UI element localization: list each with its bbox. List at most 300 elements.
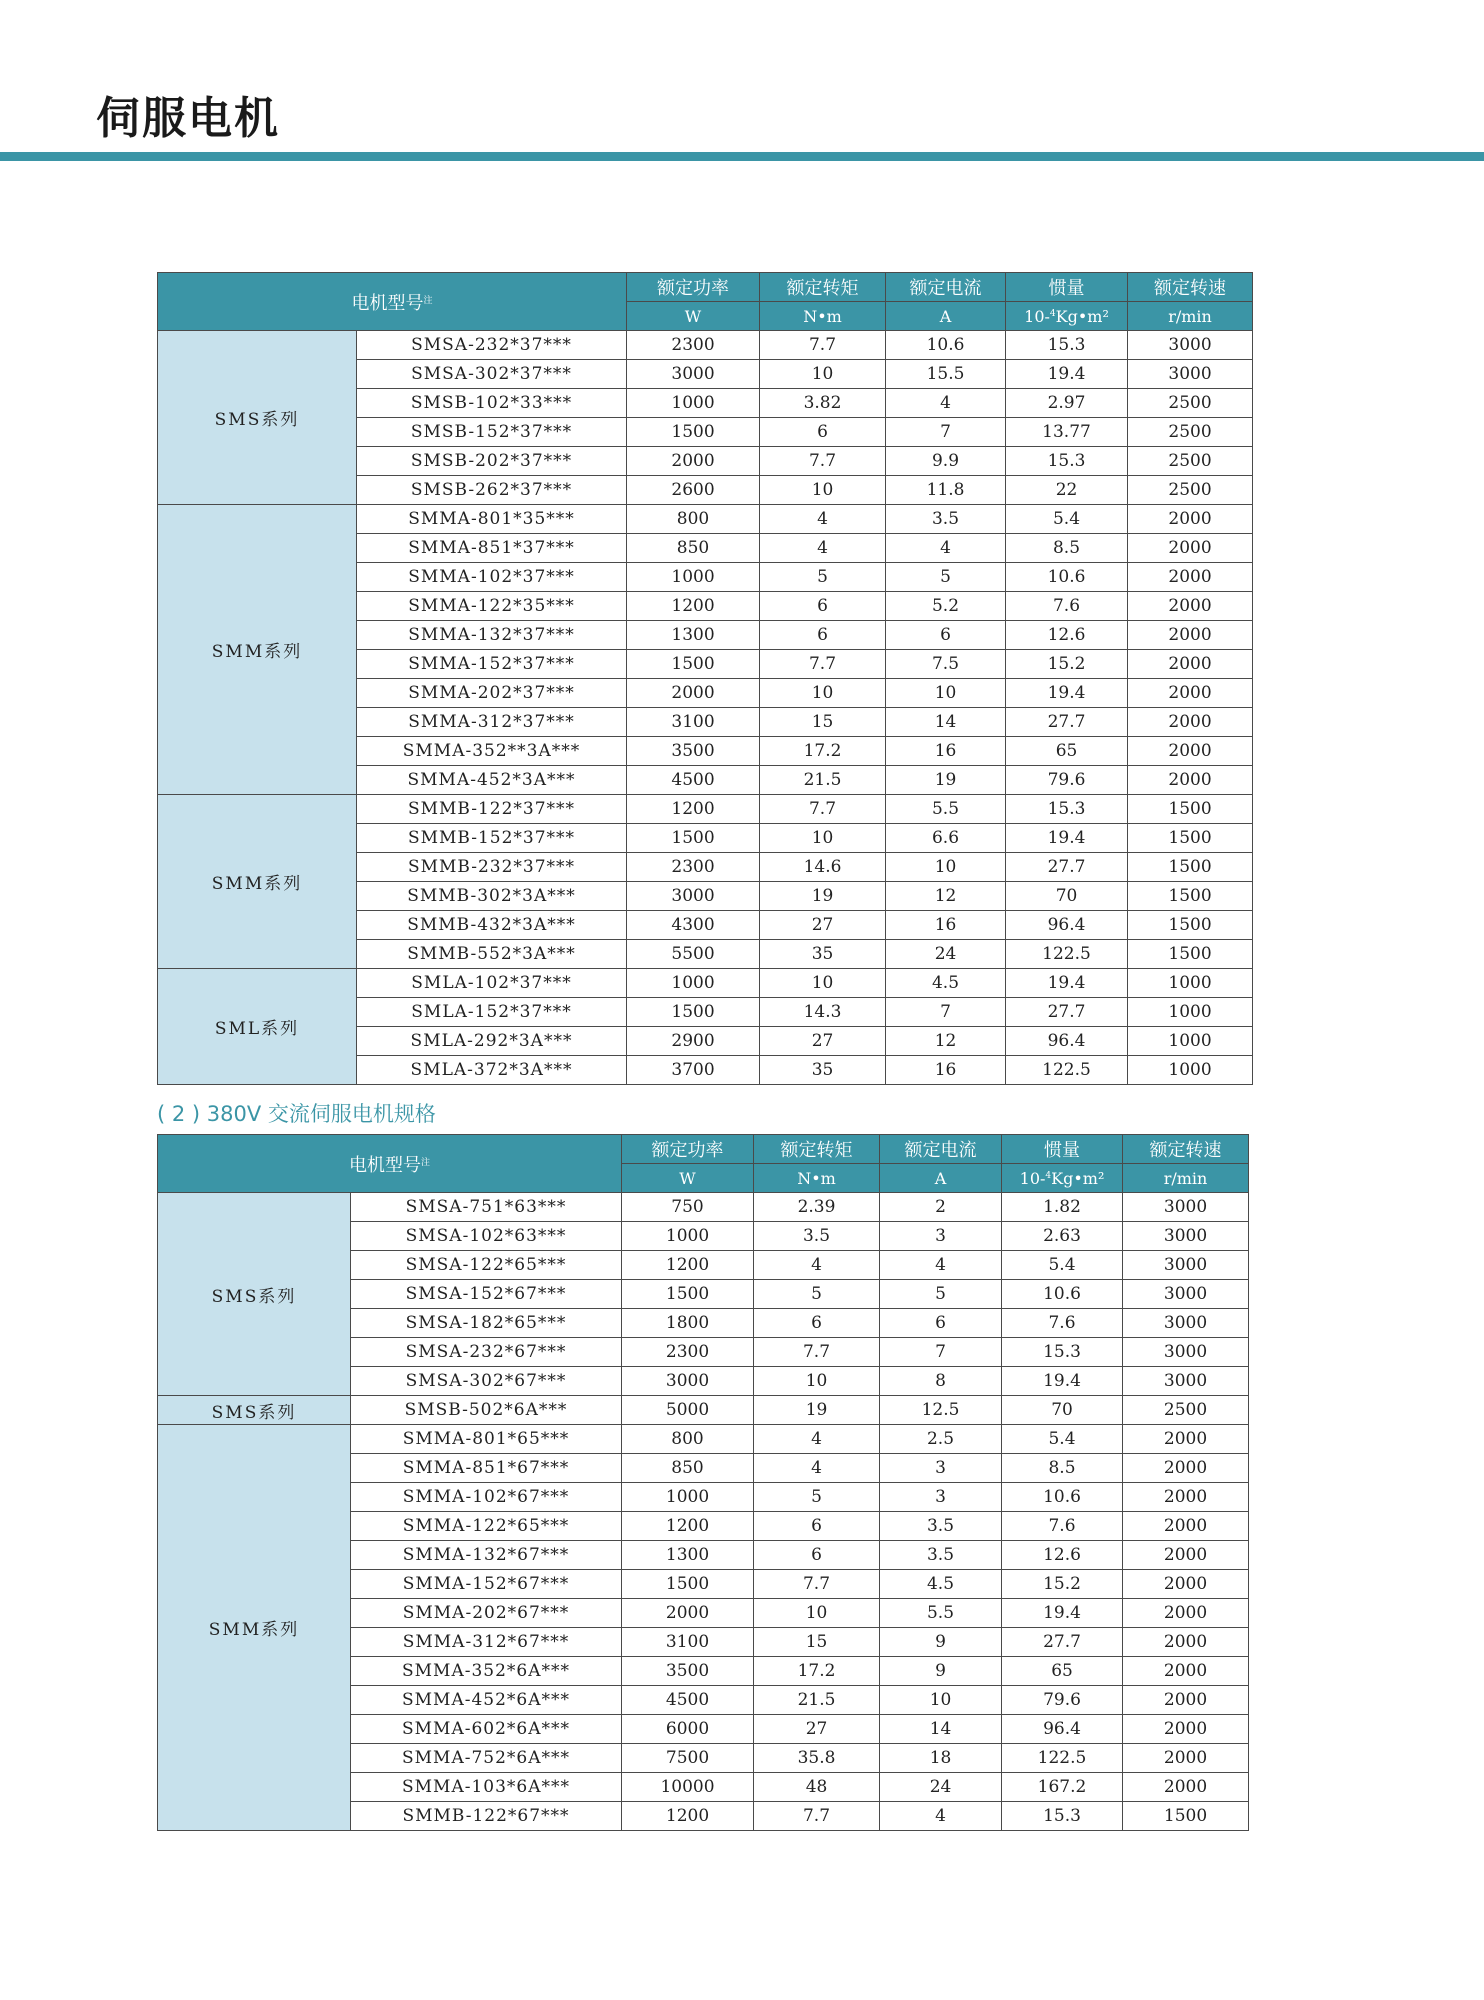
inertia-cell: 8.5 bbox=[1002, 1454, 1123, 1483]
current-cell: 16 bbox=[886, 911, 1006, 940]
current-cell: 4 bbox=[886, 534, 1006, 563]
power-cell: 1500 bbox=[622, 1570, 754, 1599]
torque-cell: 10 bbox=[754, 1599, 880, 1628]
power-cell: 7500 bbox=[622, 1744, 754, 1773]
current-cell: 10 bbox=[886, 679, 1006, 708]
current-cell: 7 bbox=[886, 998, 1006, 1027]
speed-cell: 3000 bbox=[1123, 1338, 1249, 1367]
current-cell: 4.5 bbox=[880, 1570, 1002, 1599]
torque-cell: 2.39 bbox=[754, 1193, 880, 1222]
current-cell: 7 bbox=[886, 418, 1006, 447]
speed-cell: 2000 bbox=[1128, 679, 1253, 708]
power-cell: 1500 bbox=[627, 418, 760, 447]
speed-cell: 3000 bbox=[1128, 360, 1253, 389]
table-row bbox=[158, 795, 1253, 824]
speed-cell: 1500 bbox=[1128, 824, 1253, 853]
speed-cell: 2500 bbox=[1128, 447, 1253, 476]
inertia-cell: 2.63 bbox=[1002, 1222, 1123, 1251]
inertia-cell: 15.3 bbox=[1006, 331, 1128, 360]
inertia-cell: 65 bbox=[1006, 737, 1128, 766]
power-cell: 5500 bbox=[627, 940, 760, 969]
inertia-cell: 27.7 bbox=[1006, 998, 1128, 1027]
unit-current: A bbox=[886, 302, 1006, 331]
current-cell: 18 bbox=[880, 1744, 1002, 1773]
model-cell: SMSA-232*67*** bbox=[351, 1338, 622, 1367]
speed-cell: 2000 bbox=[1128, 592, 1253, 621]
power-cell: 3100 bbox=[622, 1628, 754, 1657]
speed-cell: 2000 bbox=[1128, 505, 1253, 534]
power-cell: 2900 bbox=[627, 1027, 760, 1056]
speed-cell: 3000 bbox=[1123, 1367, 1249, 1396]
power-cell: 3100 bbox=[627, 708, 760, 737]
inertia-cell: 1.82 bbox=[1002, 1193, 1123, 1222]
power-cell: 1000 bbox=[627, 563, 760, 592]
current-cell: 12.5 bbox=[880, 1396, 1002, 1425]
model-cell: SMMA-122*35*** bbox=[357, 592, 627, 621]
model-cell: SMMA-102*67*** bbox=[351, 1483, 622, 1512]
speed-cell: 2000 bbox=[1123, 1425, 1249, 1454]
current-cell: 2.5 bbox=[880, 1425, 1002, 1454]
torque-cell: 6 bbox=[754, 1512, 880, 1541]
speed-cell: 2000 bbox=[1123, 1628, 1249, 1657]
speed-cell: 2000 bbox=[1123, 1657, 1249, 1686]
power-cell: 1800 bbox=[622, 1309, 754, 1338]
torque-cell: 5 bbox=[754, 1280, 880, 1309]
model-cell: SMSA-122*65*** bbox=[351, 1251, 622, 1280]
unit-speed: r/min bbox=[1128, 302, 1253, 331]
model-cell: SMMB-432*3A*** bbox=[357, 911, 627, 940]
inertia-cell: 122.5 bbox=[1006, 940, 1128, 969]
power-cell: 5000 bbox=[622, 1396, 754, 1425]
torque-cell: 17.2 bbox=[754, 1657, 880, 1686]
model-cell: SMLA-372*3A*** bbox=[357, 1056, 627, 1085]
series-label: SMM系列 bbox=[158, 1425, 351, 1831]
table-row bbox=[158, 1396, 1249, 1425]
power-cell: 1200 bbox=[627, 592, 760, 621]
inertia-cell: 27.7 bbox=[1006, 708, 1128, 737]
model-note: 注 bbox=[421, 1157, 431, 1168]
header-power: 额定功率 bbox=[622, 1135, 754, 1164]
speed-cell: 2000 bbox=[1123, 1715, 1249, 1744]
speed-cell: 1500 bbox=[1128, 940, 1253, 969]
header-speed: 额定转速 bbox=[1123, 1135, 1249, 1164]
current-cell: 11.8 bbox=[886, 476, 1006, 505]
table-row bbox=[158, 505, 1253, 534]
model-cell: SMLA-292*3A*** bbox=[357, 1027, 627, 1056]
inertia-cell: 27.7 bbox=[1006, 853, 1128, 882]
torque-cell: 6 bbox=[760, 592, 886, 621]
model-cell: SMMA-102*37*** bbox=[357, 563, 627, 592]
header-current: 额定电流 bbox=[886, 273, 1006, 302]
torque-cell: 4 bbox=[754, 1454, 880, 1483]
speed-cell: 2000 bbox=[1123, 1454, 1249, 1483]
model-cell: SMMB-122*37*** bbox=[357, 795, 627, 824]
model-cell: SMMA-103*6A*** bbox=[351, 1773, 622, 1802]
model-cell: SMMA-152*37*** bbox=[357, 650, 627, 679]
power-cell: 3000 bbox=[627, 360, 760, 389]
current-cell: 6 bbox=[886, 621, 1006, 650]
power-cell: 1000 bbox=[627, 389, 760, 418]
model-cell: SMSB-102*33*** bbox=[357, 389, 627, 418]
model-cell: SMSA-751*63*** bbox=[351, 1193, 622, 1222]
model-cell: SMMA-312*37*** bbox=[357, 708, 627, 737]
power-cell: 1000 bbox=[627, 969, 760, 998]
inertia-cell: 79.6 bbox=[1002, 1686, 1123, 1715]
speed-cell: 2000 bbox=[1123, 1686, 1249, 1715]
torque-cell: 10 bbox=[760, 824, 886, 853]
model-cell: SMMB-302*3A*** bbox=[357, 882, 627, 911]
inertia-cell: 15.3 bbox=[1006, 447, 1128, 476]
current-cell: 14 bbox=[880, 1715, 1002, 1744]
power-cell: 2000 bbox=[627, 679, 760, 708]
model-cell: SMSA-302*37*** bbox=[357, 360, 627, 389]
power-cell: 1300 bbox=[627, 621, 760, 650]
model-cell: SMMA-851*67*** bbox=[351, 1454, 622, 1483]
model-cell: SMMB-122*67*** bbox=[351, 1802, 622, 1831]
torque-cell: 19 bbox=[754, 1396, 880, 1425]
inertia-cell: 8.5 bbox=[1006, 534, 1128, 563]
current-cell: 3.5 bbox=[886, 505, 1006, 534]
current-cell: 5.5 bbox=[886, 795, 1006, 824]
speed-cell: 2000 bbox=[1123, 1541, 1249, 1570]
series-label: SMM系列 bbox=[158, 795, 357, 969]
current-cell: 4.5 bbox=[886, 969, 1006, 998]
torque-cell: 7.7 bbox=[760, 795, 886, 824]
torque-cell: 5 bbox=[754, 1483, 880, 1512]
torque-cell: 35 bbox=[760, 940, 886, 969]
torque-cell: 10 bbox=[760, 476, 886, 505]
power-cell: 3000 bbox=[622, 1367, 754, 1396]
power-cell: 3700 bbox=[627, 1056, 760, 1085]
speed-cell: 1500 bbox=[1128, 882, 1253, 911]
model-cell: SMMA-202*67*** bbox=[351, 1599, 622, 1628]
power-cell: 4500 bbox=[622, 1686, 754, 1715]
speed-cell: 2500 bbox=[1128, 418, 1253, 447]
speed-cell: 2000 bbox=[1123, 1744, 1249, 1773]
speed-cell: 2500 bbox=[1128, 389, 1253, 418]
speed-cell: 1500 bbox=[1128, 853, 1253, 882]
model-cell: SMMA-352**3A*** bbox=[357, 737, 627, 766]
page-title: 伺服电机 bbox=[96, 93, 280, 144]
table-row bbox=[158, 1425, 1249, 1454]
power-cell: 1300 bbox=[622, 1541, 754, 1570]
power-cell: 1000 bbox=[622, 1222, 754, 1251]
current-cell: 12 bbox=[886, 882, 1006, 911]
header-torque: 额定转矩 bbox=[760, 273, 886, 302]
speed-cell: 1500 bbox=[1128, 911, 1253, 940]
inertia-cell: 2.97 bbox=[1006, 389, 1128, 418]
current-cell: 4 bbox=[886, 389, 1006, 418]
unit-inertia: 10-$^4$Kg•m² bbox=[1006, 302, 1128, 331]
speed-cell: 1000 bbox=[1128, 969, 1253, 998]
power-cell: 850 bbox=[627, 534, 760, 563]
power-cell: 1200 bbox=[622, 1251, 754, 1280]
current-cell: 3.5 bbox=[880, 1541, 1002, 1570]
model-cell: SMMA-452*3A*** bbox=[357, 766, 627, 795]
inertia-cell: 5.4 bbox=[1002, 1425, 1123, 1454]
torque-cell: 7.7 bbox=[754, 1802, 880, 1831]
inertia-cell: 15.3 bbox=[1002, 1802, 1123, 1831]
power-cell: 1500 bbox=[622, 1280, 754, 1309]
power-cell: 6000 bbox=[622, 1715, 754, 1744]
torque-cell: 3.5 bbox=[754, 1222, 880, 1251]
current-cell: 3 bbox=[880, 1454, 1002, 1483]
power-cell: 3500 bbox=[627, 737, 760, 766]
current-cell: 7 bbox=[880, 1338, 1002, 1367]
inertia-cell: 19.4 bbox=[1006, 360, 1128, 389]
unit-current: A bbox=[880, 1164, 1002, 1193]
torque-cell: 14.6 bbox=[760, 853, 886, 882]
spec-table-220v bbox=[157, 272, 1253, 1085]
power-cell: 1500 bbox=[627, 998, 760, 1027]
header-inertia: 惯量 bbox=[1006, 273, 1128, 302]
current-cell: 10 bbox=[886, 853, 1006, 882]
torque-cell: 15 bbox=[754, 1628, 880, 1657]
speed-cell: 3000 bbox=[1128, 331, 1253, 360]
speed-cell: 2000 bbox=[1128, 534, 1253, 563]
current-cell: 4 bbox=[880, 1802, 1002, 1831]
power-cell: 4300 bbox=[627, 911, 760, 940]
torque-cell: 17.2 bbox=[760, 737, 886, 766]
current-cell: 24 bbox=[886, 940, 1006, 969]
inertia-cell: 7.6 bbox=[1006, 592, 1128, 621]
table-row bbox=[158, 969, 1253, 998]
inertia-cell: 13.77 bbox=[1006, 418, 1128, 447]
torque-cell: 7.7 bbox=[760, 331, 886, 360]
power-cell: 800 bbox=[622, 1425, 754, 1454]
torque-cell: 3.82 bbox=[760, 389, 886, 418]
power-cell: 2600 bbox=[627, 476, 760, 505]
model-cell: SMSA-232*37*** bbox=[357, 331, 627, 360]
speed-cell: 2000 bbox=[1128, 563, 1253, 592]
torque-cell: 15 bbox=[760, 708, 886, 737]
header-speed: 额定转速 bbox=[1128, 273, 1253, 302]
unit-inertia: 10-$^4$Kg•m² bbox=[1002, 1164, 1123, 1193]
inertia-cell: 96.4 bbox=[1006, 911, 1128, 940]
inertia-cell: 19.4 bbox=[1006, 679, 1128, 708]
inertia-cell: 70 bbox=[1006, 882, 1128, 911]
current-cell: 5.5 bbox=[880, 1599, 1002, 1628]
inertia-cell: 10.6 bbox=[1002, 1280, 1123, 1309]
power-cell: 2300 bbox=[627, 331, 760, 360]
inertia-cell: 15.3 bbox=[1006, 795, 1128, 824]
current-cell: 9.9 bbox=[886, 447, 1006, 476]
section-heading-380v: ( 2 ) 380V 交流伺服电机规格 bbox=[157, 1102, 436, 1126]
model-cell: SMMA-851*37*** bbox=[357, 534, 627, 563]
current-cell: 15.5 bbox=[886, 360, 1006, 389]
torque-cell: 21.5 bbox=[760, 766, 886, 795]
inertia-cell: 12.6 bbox=[1006, 621, 1128, 650]
series-label: SMM系列 bbox=[158, 505, 357, 795]
power-cell: 2000 bbox=[627, 447, 760, 476]
unit-power: W bbox=[627, 302, 760, 331]
torque-cell: 21.5 bbox=[754, 1686, 880, 1715]
model-cell: SMMA-132*37*** bbox=[357, 621, 627, 650]
current-cell: 14 bbox=[886, 708, 1006, 737]
model-cell: SMMA-801*65*** bbox=[351, 1425, 622, 1454]
inertia-cell: 12.6 bbox=[1002, 1541, 1123, 1570]
power-cell: 750 bbox=[622, 1193, 754, 1222]
model-cell: SMSA-152*67*** bbox=[351, 1280, 622, 1309]
inertia-cell: 10.6 bbox=[1006, 563, 1128, 592]
model-cell: SMLA-102*37*** bbox=[357, 969, 627, 998]
speed-cell: 1000 bbox=[1128, 1056, 1253, 1085]
inertia-cell: 27.7 bbox=[1002, 1628, 1123, 1657]
inertia-cell: 22 bbox=[1006, 476, 1128, 505]
model-cell: SMMA-312*67*** bbox=[351, 1628, 622, 1657]
current-cell: 9 bbox=[880, 1657, 1002, 1686]
power-cell: 3000 bbox=[627, 882, 760, 911]
speed-cell: 3000 bbox=[1123, 1251, 1249, 1280]
current-cell: 10.6 bbox=[886, 331, 1006, 360]
table-row bbox=[158, 331, 1253, 360]
torque-cell: 7.7 bbox=[754, 1570, 880, 1599]
model-cell: SMMA-801*35*** bbox=[357, 505, 627, 534]
inertia-cell: 7.6 bbox=[1002, 1309, 1123, 1338]
current-cell: 6 bbox=[880, 1309, 1002, 1338]
current-cell: 16 bbox=[886, 1056, 1006, 1085]
current-cell: 5 bbox=[880, 1280, 1002, 1309]
model-cell: SMMA-752*6A*** bbox=[351, 1744, 622, 1773]
torque-cell: 6 bbox=[754, 1309, 880, 1338]
speed-cell: 3000 bbox=[1123, 1193, 1249, 1222]
current-cell: 5 bbox=[886, 563, 1006, 592]
inertia-cell: 5.4 bbox=[1006, 505, 1128, 534]
inertia-cell: 19.4 bbox=[1006, 969, 1128, 998]
header-model: 电机型号$^注$ bbox=[158, 1135, 622, 1193]
series-label: SMS系列 bbox=[158, 331, 357, 505]
power-cell: 1200 bbox=[627, 795, 760, 824]
torque-cell: 35.8 bbox=[754, 1744, 880, 1773]
series-label: SML系列 bbox=[158, 969, 357, 1085]
inertia-cell: 65 bbox=[1002, 1657, 1123, 1686]
header-current: 额定电流 bbox=[880, 1135, 1002, 1164]
power-cell: 4500 bbox=[627, 766, 760, 795]
inertia-cell: 10.6 bbox=[1002, 1483, 1123, 1512]
torque-cell: 14.3 bbox=[760, 998, 886, 1027]
model-cell: SMSA-102*63*** bbox=[351, 1222, 622, 1251]
power-cell: 10000 bbox=[622, 1773, 754, 1802]
model-cell: SMSA-302*67*** bbox=[351, 1367, 622, 1396]
table-row bbox=[158, 1193, 1249, 1222]
power-cell: 2300 bbox=[627, 853, 760, 882]
torque-cell: 10 bbox=[760, 360, 886, 389]
model-cell: SMMA-122*65*** bbox=[351, 1512, 622, 1541]
inertia-cell: 15.2 bbox=[1002, 1570, 1123, 1599]
speed-cell: 2000 bbox=[1128, 621, 1253, 650]
series-label: SMS系列 bbox=[158, 1193, 351, 1396]
current-cell: 3 bbox=[880, 1222, 1002, 1251]
current-cell: 24 bbox=[880, 1773, 1002, 1802]
torque-cell: 7.7 bbox=[760, 447, 886, 476]
unit-torque: N•m bbox=[760, 302, 886, 331]
inertia-cell: 15.3 bbox=[1002, 1338, 1123, 1367]
power-cell: 800 bbox=[627, 505, 760, 534]
torque-cell: 10 bbox=[760, 969, 886, 998]
speed-cell: 2000 bbox=[1123, 1483, 1249, 1512]
model-cell: SMSB-152*37*** bbox=[357, 418, 627, 447]
power-cell: 1500 bbox=[627, 650, 760, 679]
current-cell: 10 bbox=[880, 1686, 1002, 1715]
unit-torque: N•m bbox=[754, 1164, 880, 1193]
speed-cell: 3000 bbox=[1123, 1309, 1249, 1338]
current-cell: 5.2 bbox=[886, 592, 1006, 621]
power-cell: 2300 bbox=[622, 1338, 754, 1367]
model-cell: SMSB-202*37*** bbox=[357, 447, 627, 476]
inertia-cell: 5.4 bbox=[1002, 1251, 1123, 1280]
torque-cell: 19 bbox=[760, 882, 886, 911]
inertia-cell: 79.6 bbox=[1006, 766, 1128, 795]
model-cell: SMMB-552*3A*** bbox=[357, 940, 627, 969]
speed-cell: 2000 bbox=[1128, 766, 1253, 795]
torque-cell: 4 bbox=[754, 1251, 880, 1280]
current-cell: 12 bbox=[886, 1027, 1006, 1056]
torque-cell: 5 bbox=[760, 563, 886, 592]
torque-cell: 4 bbox=[760, 505, 886, 534]
unit-power: W bbox=[622, 1164, 754, 1193]
speed-cell: 1000 bbox=[1128, 998, 1253, 1027]
torque-cell: 35 bbox=[760, 1056, 886, 1085]
torque-cell: 6 bbox=[760, 418, 886, 447]
inertia-cell: 70 bbox=[1002, 1396, 1123, 1425]
speed-cell: 2000 bbox=[1123, 1599, 1249, 1628]
torque-cell: 48 bbox=[754, 1773, 880, 1802]
torque-cell: 27 bbox=[760, 1027, 886, 1056]
torque-cell: 7.7 bbox=[754, 1338, 880, 1367]
inertia-cell: 96.4 bbox=[1002, 1715, 1123, 1744]
torque-cell: 4 bbox=[754, 1425, 880, 1454]
speed-cell: 2000 bbox=[1128, 708, 1253, 737]
inertia-cell: 167.2 bbox=[1002, 1773, 1123, 1802]
model-note: 注 bbox=[423, 295, 433, 306]
inertia-cell: 19.4 bbox=[1002, 1599, 1123, 1628]
spec-table-380v bbox=[157, 1134, 1249, 1831]
inertia-cell: 96.4 bbox=[1006, 1027, 1128, 1056]
torque-cell: 6 bbox=[760, 621, 886, 650]
model-cell: SMMA-602*6A*** bbox=[351, 1715, 622, 1744]
series-label: SMS系列 bbox=[158, 1396, 351, 1425]
speed-cell: 2000 bbox=[1123, 1570, 1249, 1599]
model-cell: SMSB-262*37*** bbox=[357, 476, 627, 505]
torque-cell: 7.7 bbox=[760, 650, 886, 679]
inertia-cell: 122.5 bbox=[1002, 1744, 1123, 1773]
speed-cell: 1500 bbox=[1128, 795, 1253, 824]
model-cell: SMLA-152*37*** bbox=[357, 998, 627, 1027]
inertia-cell: 122.5 bbox=[1006, 1056, 1128, 1085]
current-cell: 2 bbox=[880, 1193, 1002, 1222]
speed-cell: 2000 bbox=[1128, 737, 1253, 766]
inertia-cell: 19.4 bbox=[1006, 824, 1128, 853]
unit-speed: r/min bbox=[1123, 1164, 1249, 1193]
power-cell: 1000 bbox=[622, 1483, 754, 1512]
speed-cell: 1000 bbox=[1128, 1027, 1253, 1056]
current-cell: 9 bbox=[880, 1628, 1002, 1657]
current-cell: 8 bbox=[880, 1367, 1002, 1396]
current-cell: 7.5 bbox=[886, 650, 1006, 679]
speed-cell: 3000 bbox=[1123, 1280, 1249, 1309]
header-power: 额定功率 bbox=[627, 273, 760, 302]
inertia-cell: 7.6 bbox=[1002, 1512, 1123, 1541]
current-cell: 16 bbox=[886, 737, 1006, 766]
header-inertia: 惯量 bbox=[1002, 1135, 1123, 1164]
power-cell: 1200 bbox=[622, 1512, 754, 1541]
model-cell: SMMB-152*37*** bbox=[357, 824, 627, 853]
power-cell: 2000 bbox=[622, 1599, 754, 1628]
header-model: 电机型号$^注$ bbox=[158, 273, 627, 331]
model-cell: SMMA-152*67*** bbox=[351, 1570, 622, 1599]
model-cell: SMSB-502*6A*** bbox=[351, 1396, 622, 1425]
power-cell: 1500 bbox=[627, 824, 760, 853]
